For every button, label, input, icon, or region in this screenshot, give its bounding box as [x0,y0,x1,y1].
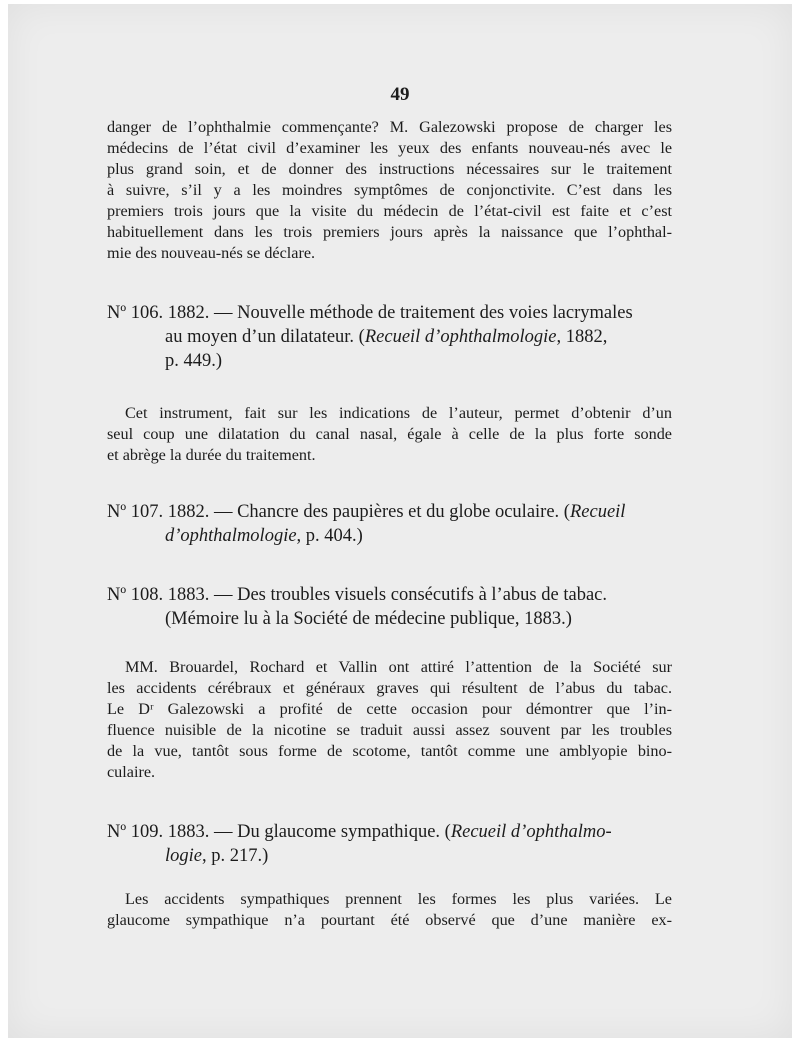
ref-text: , p. 217.) [202,846,269,866]
text-line: Les accidents sympathiques prennent les formes les plus variées. Le [125,890,672,908]
text-line: mie des nouveau-nés se déclare. [107,244,316,262]
entry-heading: Nº 106. 1882. — Nouvelle méthode de traitement des voies lacrymales [107,303,633,323]
entry-heading [107,820,677,844]
text-line: fluence nuisible de la nicotine se traduit aussi assez souvent par les troubles [107,721,672,739]
paragraph-instrument [107,403,672,466]
paragraph-sympathiques [107,889,672,931]
text-line: habituellement dans les trois premiers jours après la naissance que l’ophthal- [107,223,672,241]
entry-heading: Nº 108. 1883. — Des troubles visuels consécutifs à l’abus de tabac. [107,585,607,605]
entry-106 [107,301,677,373]
text-line: Le Dʳ Galezowski a profité de cette occasion pour démontrer que l’in- [107,700,672,718]
paragraph-tabac [107,657,672,783]
text-line: à suivre, s’il y a les moindres symptômes de conjonctivite. C’est dans les [107,181,672,199]
heading-text: Nº 107. 1882. — Chancre des paupières et du globe oculaire. ( [107,502,570,522]
entry-107 [107,500,677,548]
text-line: les accidents cérébraux et généraux graves qui résultent de l’abus du tabac. [107,679,672,697]
entry-reference [107,844,677,868]
text-line: de la vue, tantôt sous forme de scotome, tantôt comme une amblyopie bino- [107,742,672,760]
heading-text: Nº 109. 1883. — Du glaucome sympathique. ( [107,822,451,842]
text-line: culaire. [107,763,156,781]
entry-108 [107,583,677,631]
entry-heading [107,500,677,524]
text-line: plus grand soin, et de donner des instructions nécessaires sur le traitement [107,160,672,178]
entry-reference [107,325,677,349]
text-line: danger de l’ophthalmie commençante? M. Galezowski propose de charger les [107,118,672,136]
ref-text: au moyen d’un dilatateur. ( [165,327,365,347]
journal-title: d’ophthalmologie [165,526,297,546]
entry-reference: p. 449.) [165,351,223,371]
journal-title: Recueil [569,502,626,522]
text-line: médecins de l’état civil d’examiner les yeux des enfants nouveau-nés avec le [107,139,672,157]
journal-title: Recueil d’ophthalmo- [450,822,612,842]
ref-text: , 1882, [556,327,608,347]
journal-title: Recueil d’ophthalmologie [364,327,557,347]
page-number: 49 [390,84,410,105]
ref-text: , p. 404.) [296,526,363,546]
entry-reference [107,524,677,548]
paragraph-galezowski-proposal [107,117,672,264]
text-line: Cet instrument, fait sur les indications de l’auteur, permet d’obtenir d’un [125,404,672,422]
text-line: glaucome sympathique n’a pourtant été observé que d’une manière ex- [107,911,672,929]
journal-title: logie [165,846,202,866]
entry-reference: (Mémoire lu à la Société de médecine publique, 1883.) [165,609,572,629]
text-line: premiers trois jours que la visite du médecin de l’état-civil est faite et c’est [107,202,672,220]
text-line: MM. Brouardel, Rochard et Vallin ont attiré l’attention de la Société sur [125,658,672,676]
entry-109 [107,820,677,868]
text-line: seul coup une dilatation du canal nasal, égale à celle de la plus forte sonde [107,425,672,443]
text-line: et abrège la durée du traitement. [107,446,316,464]
